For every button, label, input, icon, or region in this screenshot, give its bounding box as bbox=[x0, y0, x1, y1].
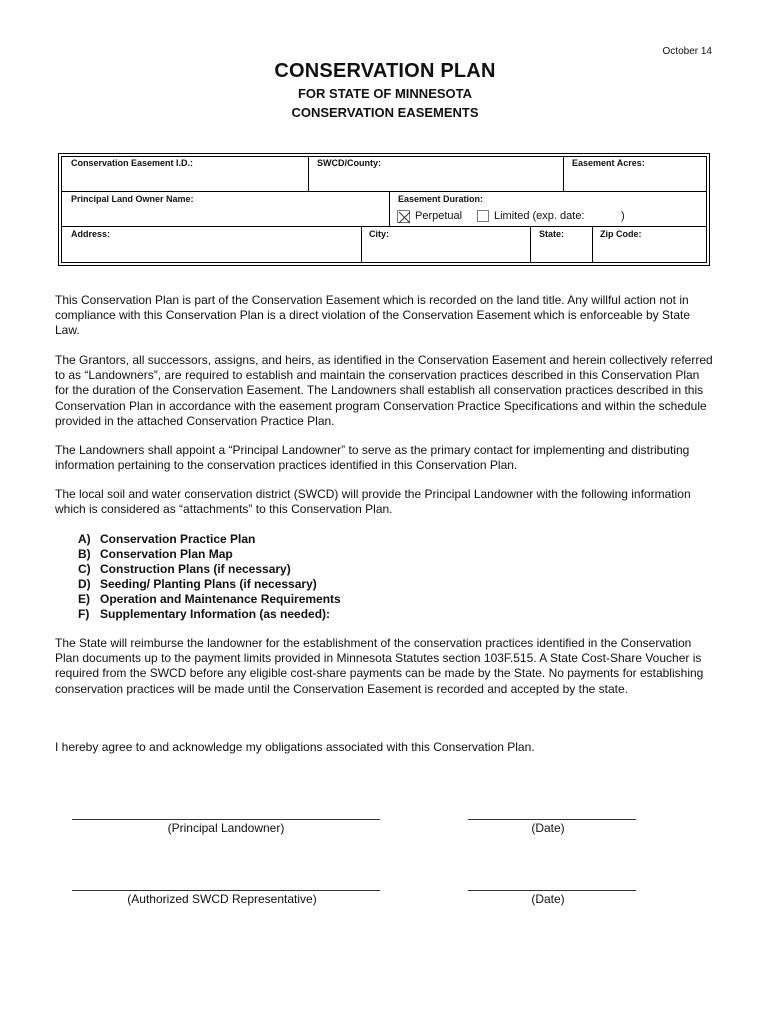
list-item bbox=[78, 577, 478, 592]
swcd-date-caption: (Date) bbox=[531, 892, 565, 906]
limited-label: Limited (exp. date: bbox=[494, 210, 585, 222]
list-item-text: Seeding/ Planting Plans (if necessary) bbox=[100, 577, 317, 591]
form-col-divider bbox=[361, 226, 362, 263]
landowner-date-line[interactable] bbox=[468, 819, 636, 820]
city-field[interactable]: City: bbox=[369, 229, 389, 239]
easement-id-field[interactable]: Conservation Easement I.D.: bbox=[71, 158, 194, 168]
form-col-divider bbox=[389, 191, 390, 226]
list-item bbox=[78, 607, 478, 622]
document-title: CONSERVATION PLAN bbox=[274, 60, 496, 82]
state-field[interactable]: State: bbox=[539, 229, 565, 239]
list-item bbox=[78, 592, 478, 607]
land-owner-name-field[interactable]: Principal Land Owner Name: bbox=[71, 194, 194, 204]
list-item-text: Conservation Practice Plan bbox=[100, 532, 256, 546]
paragraph-principal-landowner: The Landowners shall appoint a “Principal Landowner” to serve as the primary contact for implementing and distributing information pertaining to the conservation practices identified in this Conservation Plan. bbox=[55, 443, 690, 473]
easement-acres-field[interactable]: Easement Acres: bbox=[572, 158, 645, 168]
form-inner-border bbox=[61, 156, 707, 263]
swcd-signature-caption: (Authorized SWCD Representative) bbox=[127, 892, 317, 906]
list-item-text: Operation and Maintenance Requirements bbox=[100, 592, 341, 606]
limited-checkbox[interactable] bbox=[477, 210, 489, 222]
paragraph-agreement: I hereby agree to and acknowledge my obligations associated with this Conservation Plan. bbox=[55, 740, 535, 754]
list-item-text: Construction Plans (if necessary) bbox=[100, 562, 291, 576]
list-item-letter: C) bbox=[78, 562, 91, 576]
list-item bbox=[78, 562, 478, 577]
perpetual-label: Perpetual bbox=[415, 210, 463, 222]
form-col-divider bbox=[563, 156, 564, 191]
document-date: October 14 bbox=[662, 46, 712, 57]
list-item-letter: D) bbox=[78, 577, 91, 591]
perpetual-checkbox[interactable] bbox=[397, 210, 410, 223]
swcd-signature-line[interactable] bbox=[72, 890, 380, 891]
form-col-divider bbox=[308, 156, 309, 191]
easement-duration-label: Easement Duration: bbox=[398, 194, 484, 204]
zip-code-field[interactable]: Zip Code: bbox=[600, 229, 642, 239]
list-item-letter: A) bbox=[78, 532, 91, 546]
list-item bbox=[78, 547, 478, 562]
list-item-text: Conservation Plan Map bbox=[100, 547, 233, 561]
paragraph-intro: This Conservation Plan is part of the Conservation Easement which is recorded on the land title. Any willful action not in compliance with this Conservation Plan is a direct violation of the Conservation Easement which is enforceable by State Law. bbox=[55, 293, 690, 338]
document-subtitle-line1: FOR STATE OF MINNESOTA bbox=[297, 86, 473, 101]
attachments-list bbox=[78, 532, 478, 622]
list-item bbox=[78, 532, 478, 547]
form-row-divider-2 bbox=[61, 226, 707, 227]
paragraph-grantors: The Grantors, all successors, assigns, and heirs, as identified in the Conservation Easement and herein collectively referred to as “Landowners”, are required to establish and maintain the conservation practices described in this Conservation Plan for the duration of the Conservation Easement. The Landowners shall establish all conservation practices described in this Conservation Plan in accordance with the easement program Conservation Practice Specifications and within the schedule provided in the attached Conservation Practice Plan. bbox=[55, 353, 713, 428]
paragraph-reimbursement: The State will reimburse the landowner for the establishment of the conservation practices identified in the Conservation Plan documents up to the payment limits provided in Minnesota Statutes section 103F.515. A State Cost-Share Voucher is required from the SWCD before any eligible cost-share payments can be made by the State. No payments for establishing conservation practices will be made until the Conservation Easement is recorded and accepted by the state. bbox=[55, 636, 704, 696]
form-row-divider-1 bbox=[61, 191, 707, 192]
list-item-letter: F) bbox=[78, 607, 90, 621]
landowner-signature-caption: (Principal Landowner) bbox=[167, 821, 285, 835]
swcd-county-field[interactable]: SWCD/County: bbox=[317, 158, 381, 168]
address-field[interactable]: Address: bbox=[71, 229, 111, 239]
form-col-divider bbox=[530, 226, 531, 263]
landowner-signature-line[interactable] bbox=[72, 819, 380, 820]
paragraph-swcd-attachments: The local soil and water conservation district (SWCD) will provide the Principal Landowner with the following information which is considered as “attachments” to this Conservation Plan. bbox=[55, 487, 691, 517]
form-col-divider bbox=[592, 226, 593, 263]
list-item-letter: B) bbox=[78, 547, 91, 561]
document-subtitle-line2: CONSERVATION EASEMENTS bbox=[291, 105, 479, 120]
limited-close-paren: ) bbox=[621, 210, 625, 222]
check-x-icon bbox=[398, 211, 411, 224]
swcd-date-line[interactable] bbox=[468, 890, 636, 891]
list-item-letter: E) bbox=[78, 592, 90, 606]
list-item-text: Supplementary Information (as needed): bbox=[100, 607, 331, 621]
landowner-date-caption: (Date) bbox=[531, 821, 565, 835]
